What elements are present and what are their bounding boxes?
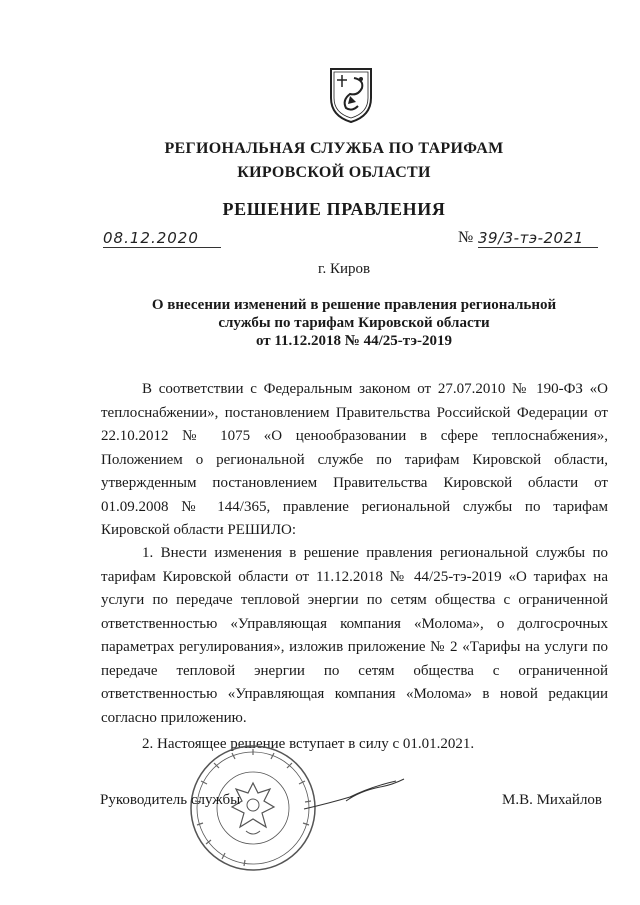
signatory-position: Руководитель службы bbox=[100, 792, 241, 808]
document-date: 08.12.2020 bbox=[103, 229, 221, 248]
coat-of-arms-icon bbox=[328, 66, 374, 124]
body-paragraph-2 bbox=[101, 542, 608, 730]
number-sign: № bbox=[458, 229, 474, 246]
handwritten-signature-icon bbox=[300, 775, 410, 815]
subject-line: службы по тарифам Кировской области bbox=[218, 315, 490, 331]
document-number: 39/3-тэ-2021 bbox=[478, 229, 598, 248]
document-subject bbox=[104, 296, 604, 350]
document-type-title: РЕШЕНИЕ ПРАВЛЕНИЯ bbox=[222, 199, 446, 219]
organization-name-line2: КИРОВСКОЙ ОБЛАСТИ bbox=[237, 164, 431, 181]
preamble-text: В соответствии с Федеральным законом от 27.07.2010 № 190-ФЗ «О теплоснабжении», постановлением Правительства Российской Федерации от 22.10.2012 № 1075 «О ценообразовании в сфере теплоснабжения», Положением о региональной службе по тарифам Кировской области, утвержденным постановлением Правительства Кировской области от 01.09.2008 № 144/365, правление региональной службы по тарифам Кировской области РЕШИЛО: bbox=[101, 381, 608, 538]
organization-name-line1: РЕГИОНАЛЬНАЯ СЛУЖБА ПО ТАРИФАМ bbox=[164, 140, 504, 157]
body-paragraph-3 bbox=[101, 733, 608, 757]
body-paragraph-1 bbox=[101, 378, 608, 543]
decision-item-2: 2. Настоящее решение вступает в силу с 01.01.2021. bbox=[142, 736, 475, 752]
city-name: г. Киров bbox=[318, 261, 371, 277]
signatory-name: М.В. Михайлов bbox=[502, 792, 603, 808]
decision-item-1: 1. Внести изменения в решение правления региональной службы по тарифам Кировской области от 11.12.2018 № 44/25-тэ-2019 «О тарифах на услуги по передаче тепловой энергии по сетям общества с ограниченной ответственностью «Управляющая компания «Молома», о долгосрочных параметрах регулирования», изложив приложение № 2 «Тарифы на услуги по передаче тепловой энергии по сетям общества с ограниченной ответственностью «Управляющая компания «Молома» в новой редакции согласно приложению. bbox=[101, 545, 608, 726]
subject-line: от 11.12.2018 № 44/25-тэ-2019 bbox=[255, 333, 453, 349]
subject-line: О внесении изменений в решение правления региональной bbox=[151, 297, 557, 313]
